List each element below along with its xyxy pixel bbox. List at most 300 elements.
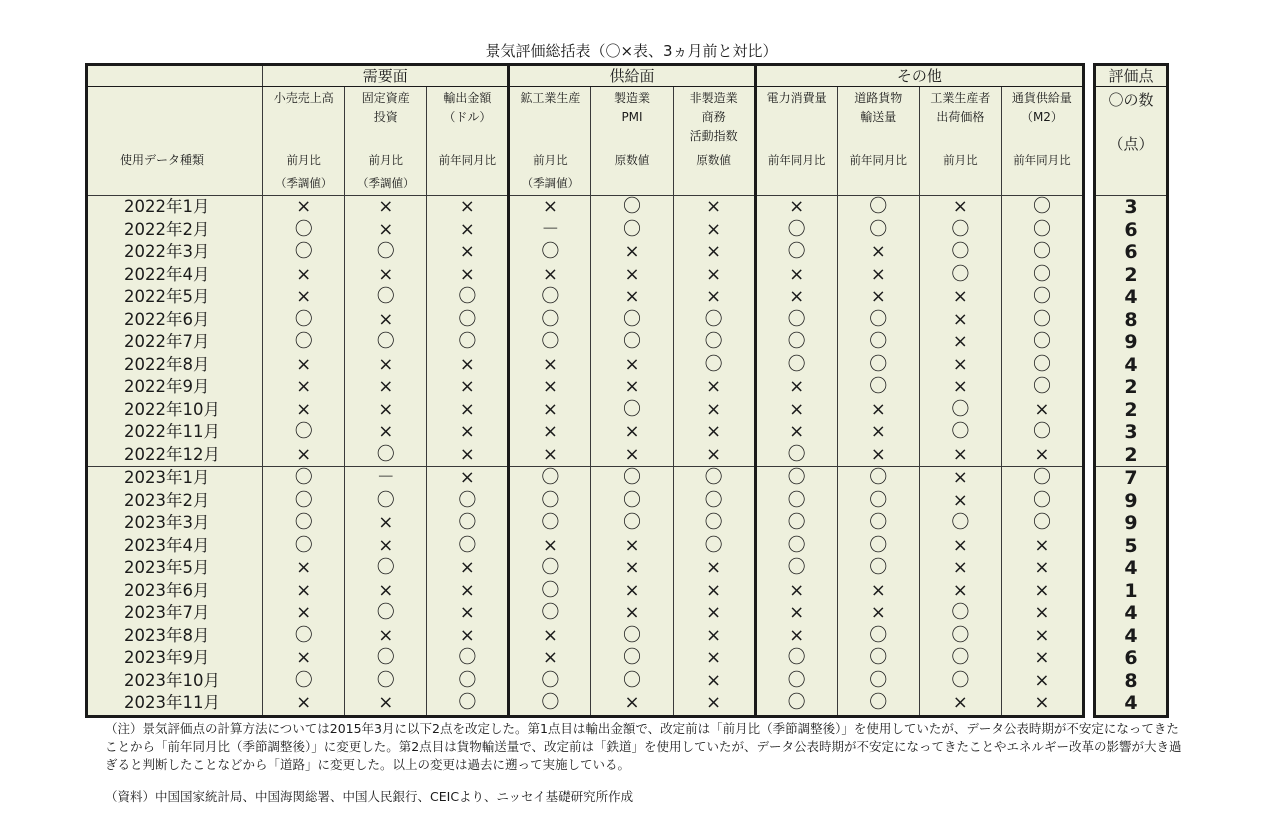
score-row [1095, 602, 1168, 625]
table-row [87, 490, 1084, 513]
mark-cell: 〇 [755, 557, 837, 580]
indicator-header: 電力消費量 [755, 87, 837, 150]
mark-cell: 〇 [591, 309, 673, 332]
score-cell: 6 [1124, 241, 1138, 264]
mark-cell: 〇 [837, 535, 919, 558]
mark-cell: × [673, 219, 755, 242]
mark-cell: × [345, 535, 427, 558]
mark-cell: 〇 [263, 670, 345, 693]
indicator-header: 道路貨物 輸送量 [837, 87, 919, 150]
mark-cell: 〇 [1001, 331, 1083, 354]
table-row [87, 602, 1084, 625]
table-row [87, 421, 1084, 444]
mark-cell: × [509, 444, 591, 467]
footnote: （注）景気評価点の計算方法については2015年3月に以下2点を改定した。第1点目は輸出金額で、改定前は「前月比（季節調整後）」を使用していたが、データ公表時期が不安定になってきたことから「前年同月比（季節調整後）」に変更した。第2点目は貨物輸送量で、改定前は「鉄道」を使用していたが、データ公表時期が不安定になってきたことやエネルギー改革の影響が大き過ぎると判断したことなどから「道路」に変更した。以上の変更は過去に遡って実施している。 [105, 721, 1182, 772]
mark-cell: 〇 [1001, 219, 1083, 242]
score-row [1095, 467, 1168, 490]
period-cell: 2022年11月 [124, 422, 220, 442]
mark-cell: 〇 [837, 512, 919, 535]
mark-cell: × [509, 264, 591, 287]
mark-cell: 〇 [837, 670, 919, 693]
mark-cell: × [837, 444, 919, 467]
mark-cell: 〇 [673, 512, 755, 535]
score-row [1095, 354, 1168, 377]
mark-cell: × [755, 602, 837, 625]
score-row [1095, 444, 1168, 467]
mark-cell: － [345, 467, 427, 490]
mark-cell: 〇 [345, 647, 427, 670]
mark-cell: × [673, 580, 755, 603]
table-row [87, 557, 1084, 580]
table-row [87, 692, 1084, 716]
mark-cell: 〇 [1001, 309, 1083, 332]
mark-cell: － [509, 219, 591, 242]
table-row [87, 535, 1084, 558]
table-row [87, 580, 1084, 603]
mark-cell: 〇 [509, 557, 591, 580]
period-cell: 2023年11月 [124, 693, 220, 713]
mark-cell: 〇 [263, 421, 345, 444]
mark-cell: × [673, 264, 755, 287]
mark-cell: × [1001, 557, 1083, 580]
mark-cell: 〇 [837, 376, 919, 399]
mark-cell: 〇 [837, 196, 919, 219]
mark-cell: 〇 [509, 286, 591, 309]
mark-cell: × [591, 535, 673, 558]
mark-cell: 〇 [837, 625, 919, 648]
mark-cell: 〇 [755, 444, 837, 467]
score-row [1095, 196, 1168, 219]
score-cell: 2 [1124, 398, 1138, 421]
mark-cell: 〇 [427, 692, 509, 716]
mark-cell: × [755, 264, 837, 287]
mark-cell: 〇 [837, 219, 919, 242]
mark-cell: × [427, 557, 509, 580]
mark-cell: × [263, 692, 345, 716]
score-row [1095, 331, 1168, 354]
group-other: その他 [755, 65, 1083, 87]
mark-cell: × [263, 444, 345, 467]
table-row [87, 444, 1084, 467]
mark-cell: 〇 [1001, 264, 1083, 287]
mark-cell: 〇 [1001, 286, 1083, 309]
mark-cell: × [919, 467, 1001, 490]
mark-cell: × [591, 602, 673, 625]
data-type-cell: 前年同月比 [1001, 149, 1083, 196]
score-table [1093, 63, 1169, 718]
mark-cell: × [837, 580, 919, 603]
mark-cell: × [427, 467, 509, 490]
mark-cell: × [837, 286, 919, 309]
mark-cell: × [919, 692, 1001, 716]
table-row [87, 512, 1084, 535]
mark-cell: 〇 [345, 444, 427, 467]
data-type-cell: 前月比 （季調値） [509, 149, 591, 196]
corner-cell [87, 65, 263, 87]
score-cell: 4 [1124, 557, 1138, 580]
mark-cell: 〇 [345, 331, 427, 354]
mark-cell: 〇 [263, 490, 345, 513]
mark-cell: × [345, 376, 427, 399]
score-row [1095, 670, 1168, 693]
mark-cell: × [427, 376, 509, 399]
mark-cell: × [1001, 602, 1083, 625]
mark-cell: × [919, 354, 1001, 377]
mark-cell: 〇 [919, 241, 1001, 264]
score-header: 評価点 [1095, 65, 1168, 87]
mark-cell: × [263, 264, 345, 287]
mark-cell: × [1001, 647, 1083, 670]
mark-cell: 〇 [427, 490, 509, 513]
mark-cell: × [345, 399, 427, 422]
mark-cell: × [263, 354, 345, 377]
mark-cell: 〇 [509, 331, 591, 354]
indicator-header: 製造業 PMI [591, 87, 673, 150]
mark-cell: 〇 [263, 331, 345, 354]
indicator-header: 通貨供給量 （M2） [1001, 87, 1083, 150]
mark-cell: × [427, 602, 509, 625]
mark-cell: 〇 [673, 354, 755, 377]
mark-cell: × [591, 376, 673, 399]
mark-cell: × [837, 421, 919, 444]
score-cell: 4 [1124, 602, 1138, 625]
table-row [87, 376, 1084, 399]
mark-cell: × [427, 580, 509, 603]
mark-cell: 〇 [673, 490, 755, 513]
mark-cell: 〇 [837, 647, 919, 670]
mark-cell: 〇 [837, 331, 919, 354]
mark-cell: 〇 [755, 692, 837, 716]
mark-cell: × [345, 512, 427, 535]
mark-cell: 〇 [345, 241, 427, 264]
score-cell: 5 [1124, 534, 1138, 557]
mark-cell: 〇 [427, 535, 509, 558]
mark-cell: × [1001, 444, 1083, 467]
table-row [87, 241, 1084, 264]
mark-cell: × [509, 421, 591, 444]
mark-cell: 〇 [755, 647, 837, 670]
table-row [87, 467, 1084, 490]
mark-cell: × [263, 286, 345, 309]
mark-cell: × [345, 309, 427, 332]
period-cell: 2023年8月 [124, 625, 210, 645]
table-row [87, 399, 1084, 422]
data-type-cell: 前年同月比 [427, 149, 509, 196]
mark-cell: × [427, 196, 509, 219]
evaluation-table [85, 63, 1085, 718]
score-row [1095, 241, 1168, 264]
mark-cell: × [919, 376, 1001, 399]
mark-cell: × [919, 557, 1001, 580]
period-cell: 2022年5月 [124, 287, 210, 307]
mark-cell: 〇 [837, 557, 919, 580]
mark-cell: 〇 [591, 512, 673, 535]
data-type-cell: 前月比 （季調値） [345, 149, 427, 196]
mark-cell: 〇 [427, 647, 509, 670]
mark-cell: 〇 [673, 331, 755, 354]
mark-cell: × [591, 421, 673, 444]
score-row [1095, 264, 1168, 287]
mark-cell: 〇 [427, 286, 509, 309]
mark-cell: 〇 [345, 286, 427, 309]
period-cell: 2022年3月 [124, 242, 210, 262]
period-cell: 2022年7月 [124, 332, 210, 352]
mark-cell: × [919, 535, 1001, 558]
score-cell: 9 [1124, 489, 1138, 512]
mark-cell: 〇 [263, 219, 345, 242]
mark-cell: 〇 [427, 670, 509, 693]
score-cell: 6 [1124, 647, 1138, 670]
mark-cell: × [673, 670, 755, 693]
score-cell: 6 [1124, 218, 1138, 241]
mark-cell: × [591, 354, 673, 377]
mark-cell: × [345, 692, 427, 716]
score-cell: 4 [1124, 624, 1138, 647]
table-title: 景気評価総括表（〇×表、3ヵ月前と対比） [485, 42, 778, 60]
mark-cell: × [919, 444, 1001, 467]
score-cell: 4 [1124, 286, 1138, 309]
mark-cell: × [591, 580, 673, 603]
mark-cell: × [673, 557, 755, 580]
mark-cell: × [509, 647, 591, 670]
mark-cell: × [345, 219, 427, 242]
mark-cell: × [591, 557, 673, 580]
data-type-cell: 前月比 （季調値） [263, 149, 345, 196]
mark-cell: 〇 [263, 512, 345, 535]
source-note: （資料）中国国家統計局、中国海関総署、中国人民銀行、CEICより、ニッセイ基礎研究所作成 [105, 789, 634, 804]
indicator-header: 小売売上高 [263, 87, 345, 150]
mark-cell: 〇 [837, 490, 919, 513]
data-type-cell: 前年同月比 [837, 149, 919, 196]
mark-cell: 〇 [263, 467, 345, 490]
mark-cell: × [345, 264, 427, 287]
mark-cell: 〇 [591, 670, 673, 693]
score-cell: 2 [1124, 263, 1138, 286]
mark-cell: × [673, 647, 755, 670]
mark-cell: × [263, 196, 345, 219]
mark-cell: 〇 [919, 421, 1001, 444]
score-row [1095, 625, 1168, 648]
mark-cell: 〇 [591, 467, 673, 490]
mark-cell: × [673, 196, 755, 219]
mark-cell: × [345, 625, 427, 648]
mark-cell: 〇 [591, 196, 673, 219]
mark-cell: 〇 [755, 490, 837, 513]
mark-cell: 〇 [755, 512, 837, 535]
table-row [87, 309, 1084, 332]
mark-cell: × [591, 241, 673, 264]
mark-cell: × [591, 692, 673, 716]
data-type-cell: 前月比 [919, 149, 1001, 196]
score-cell: 9 [1124, 512, 1138, 535]
data-type-cell: 原数値 [591, 149, 673, 196]
mark-cell: 〇 [673, 467, 755, 490]
mark-cell: × [263, 399, 345, 422]
mark-cell: × [919, 286, 1001, 309]
score-cell: 3 [1124, 196, 1138, 219]
table-row [87, 196, 1084, 219]
score-row [1095, 512, 1168, 535]
mark-cell: 〇 [591, 647, 673, 670]
mark-cell: 〇 [345, 557, 427, 580]
period-cell: 2023年3月 [124, 513, 210, 533]
period-cell: 2023年9月 [124, 648, 210, 668]
score-row [1095, 647, 1168, 670]
score-row [1095, 692, 1168, 716]
mark-cell: × [427, 354, 509, 377]
mark-cell: × [837, 241, 919, 264]
period-cell: 2022年8月 [124, 354, 210, 374]
mark-cell: 〇 [919, 512, 1001, 535]
mark-cell: 〇 [509, 309, 591, 332]
period-cell: 2022年12月 [124, 444, 220, 464]
mark-cell: × [755, 421, 837, 444]
mark-cell: 〇 [755, 354, 837, 377]
mark-cell: × [673, 602, 755, 625]
mark-cell: 〇 [427, 331, 509, 354]
mark-cell: 〇 [509, 692, 591, 716]
mark-cell: 〇 [509, 670, 591, 693]
mark-cell: 〇 [755, 331, 837, 354]
indicator-header: 鉱工業生産 [509, 87, 591, 150]
mark-cell: × [673, 399, 755, 422]
mark-cell: × [755, 399, 837, 422]
mark-cell: 〇 [509, 602, 591, 625]
score-cell: 1 [1124, 579, 1138, 602]
mark-cell: 〇 [591, 625, 673, 648]
score-row [1095, 286, 1168, 309]
mark-cell: 〇 [509, 241, 591, 264]
group-demand: 需要面 [263, 65, 509, 87]
mark-cell: 〇 [755, 670, 837, 693]
mark-cell: × [509, 535, 591, 558]
mark-cell: × [837, 602, 919, 625]
period-cell: 2022年6月 [124, 309, 210, 329]
period-cell: 2022年2月 [124, 219, 210, 239]
mark-cell: × [263, 376, 345, 399]
mark-cell: 〇 [591, 399, 673, 422]
mark-cell: 〇 [919, 219, 1001, 242]
mark-cell: 〇 [837, 354, 919, 377]
mark-cell: 〇 [509, 580, 591, 603]
mark-cell: × [919, 309, 1001, 332]
mark-cell: × [755, 625, 837, 648]
score-subheader: 〇の数 （点） [1095, 87, 1168, 196]
mark-cell: 〇 [509, 512, 591, 535]
table-row [87, 219, 1084, 242]
mark-cell: × [345, 580, 427, 603]
mark-cell: × [755, 580, 837, 603]
indicator-header: 固定資産 投資 [345, 87, 427, 150]
mark-cell: × [837, 264, 919, 287]
mark-cell: 〇 [263, 309, 345, 332]
mark-cell: 〇 [345, 602, 427, 625]
mark-cell: × [919, 196, 1001, 219]
mark-cell: 〇 [1001, 241, 1083, 264]
corner-cell [87, 87, 263, 150]
mark-cell: 〇 [919, 602, 1001, 625]
mark-cell: × [509, 196, 591, 219]
mark-cell: × [427, 421, 509, 444]
mark-cell: × [755, 286, 837, 309]
score-row [1095, 309, 1168, 332]
mark-cell: × [263, 647, 345, 670]
mark-cell: 〇 [837, 309, 919, 332]
mark-cell: × [837, 399, 919, 422]
data-type-cell: 原数値 [673, 149, 755, 196]
score-cell: 4 [1124, 692, 1138, 715]
score-cell: 8 [1124, 669, 1138, 692]
mark-cell: 〇 [427, 512, 509, 535]
period-cell: 2023年7月 [124, 603, 210, 623]
mark-cell: 〇 [755, 219, 837, 242]
data-type-cell: 前年同月比 [755, 149, 837, 196]
mark-cell: × [427, 399, 509, 422]
mark-cell: × [673, 625, 755, 648]
mark-cell: 〇 [755, 241, 837, 264]
data-type-label: 使用データ種類 [87, 149, 263, 196]
period-cell: 2023年10月 [124, 670, 220, 690]
mark-cell: × [427, 444, 509, 467]
mark-cell: × [1001, 692, 1083, 716]
score-row [1095, 399, 1168, 422]
mark-cell: 〇 [263, 625, 345, 648]
mark-cell: × [345, 196, 427, 219]
mark-cell: 〇 [919, 264, 1001, 287]
mark-cell: × [673, 444, 755, 467]
mark-cell: × [509, 354, 591, 377]
period-cell: 2022年10月 [124, 399, 220, 419]
mark-cell: 〇 [673, 309, 755, 332]
period-cell: 2022年4月 [124, 264, 210, 284]
mark-cell: 〇 [755, 535, 837, 558]
mark-cell: × [1001, 670, 1083, 693]
mark-cell: × [673, 692, 755, 716]
table-row [87, 670, 1084, 693]
mark-cell: × [509, 376, 591, 399]
table-row [87, 331, 1084, 354]
score-cell: 8 [1124, 308, 1138, 331]
mark-cell: 〇 [263, 241, 345, 264]
mark-cell: × [345, 354, 427, 377]
mark-cell: × [673, 241, 755, 264]
score-cell: 3 [1124, 421, 1138, 444]
mark-cell: 〇 [1001, 354, 1083, 377]
period-cell: 2023年1月 [87, 467, 263, 490]
score-cell: 9 [1124, 331, 1138, 354]
mark-cell: × [755, 196, 837, 219]
table-row [87, 354, 1084, 377]
score-cell: 2 [1124, 376, 1138, 399]
mark-cell: 〇 [919, 399, 1001, 422]
mark-cell: 〇 [1001, 376, 1083, 399]
mark-cell: 〇 [837, 692, 919, 716]
mark-cell: 〇 [755, 467, 837, 490]
mark-cell: 〇 [1001, 490, 1083, 513]
score-row [1095, 421, 1168, 444]
score-cell: 2 [1124, 443, 1138, 466]
mark-cell: × [673, 376, 755, 399]
mark-cell: 〇 [509, 467, 591, 490]
period-cell: 2022年9月 [124, 377, 210, 397]
period-cell: 2022年1月 [124, 197, 210, 217]
mark-cell: × [591, 444, 673, 467]
period-cell: 2023年5月 [124, 558, 210, 578]
mark-cell: 〇 [591, 331, 673, 354]
mark-cell: × [755, 376, 837, 399]
table-row [87, 286, 1084, 309]
period-cell: 2023年4月 [124, 535, 210, 555]
